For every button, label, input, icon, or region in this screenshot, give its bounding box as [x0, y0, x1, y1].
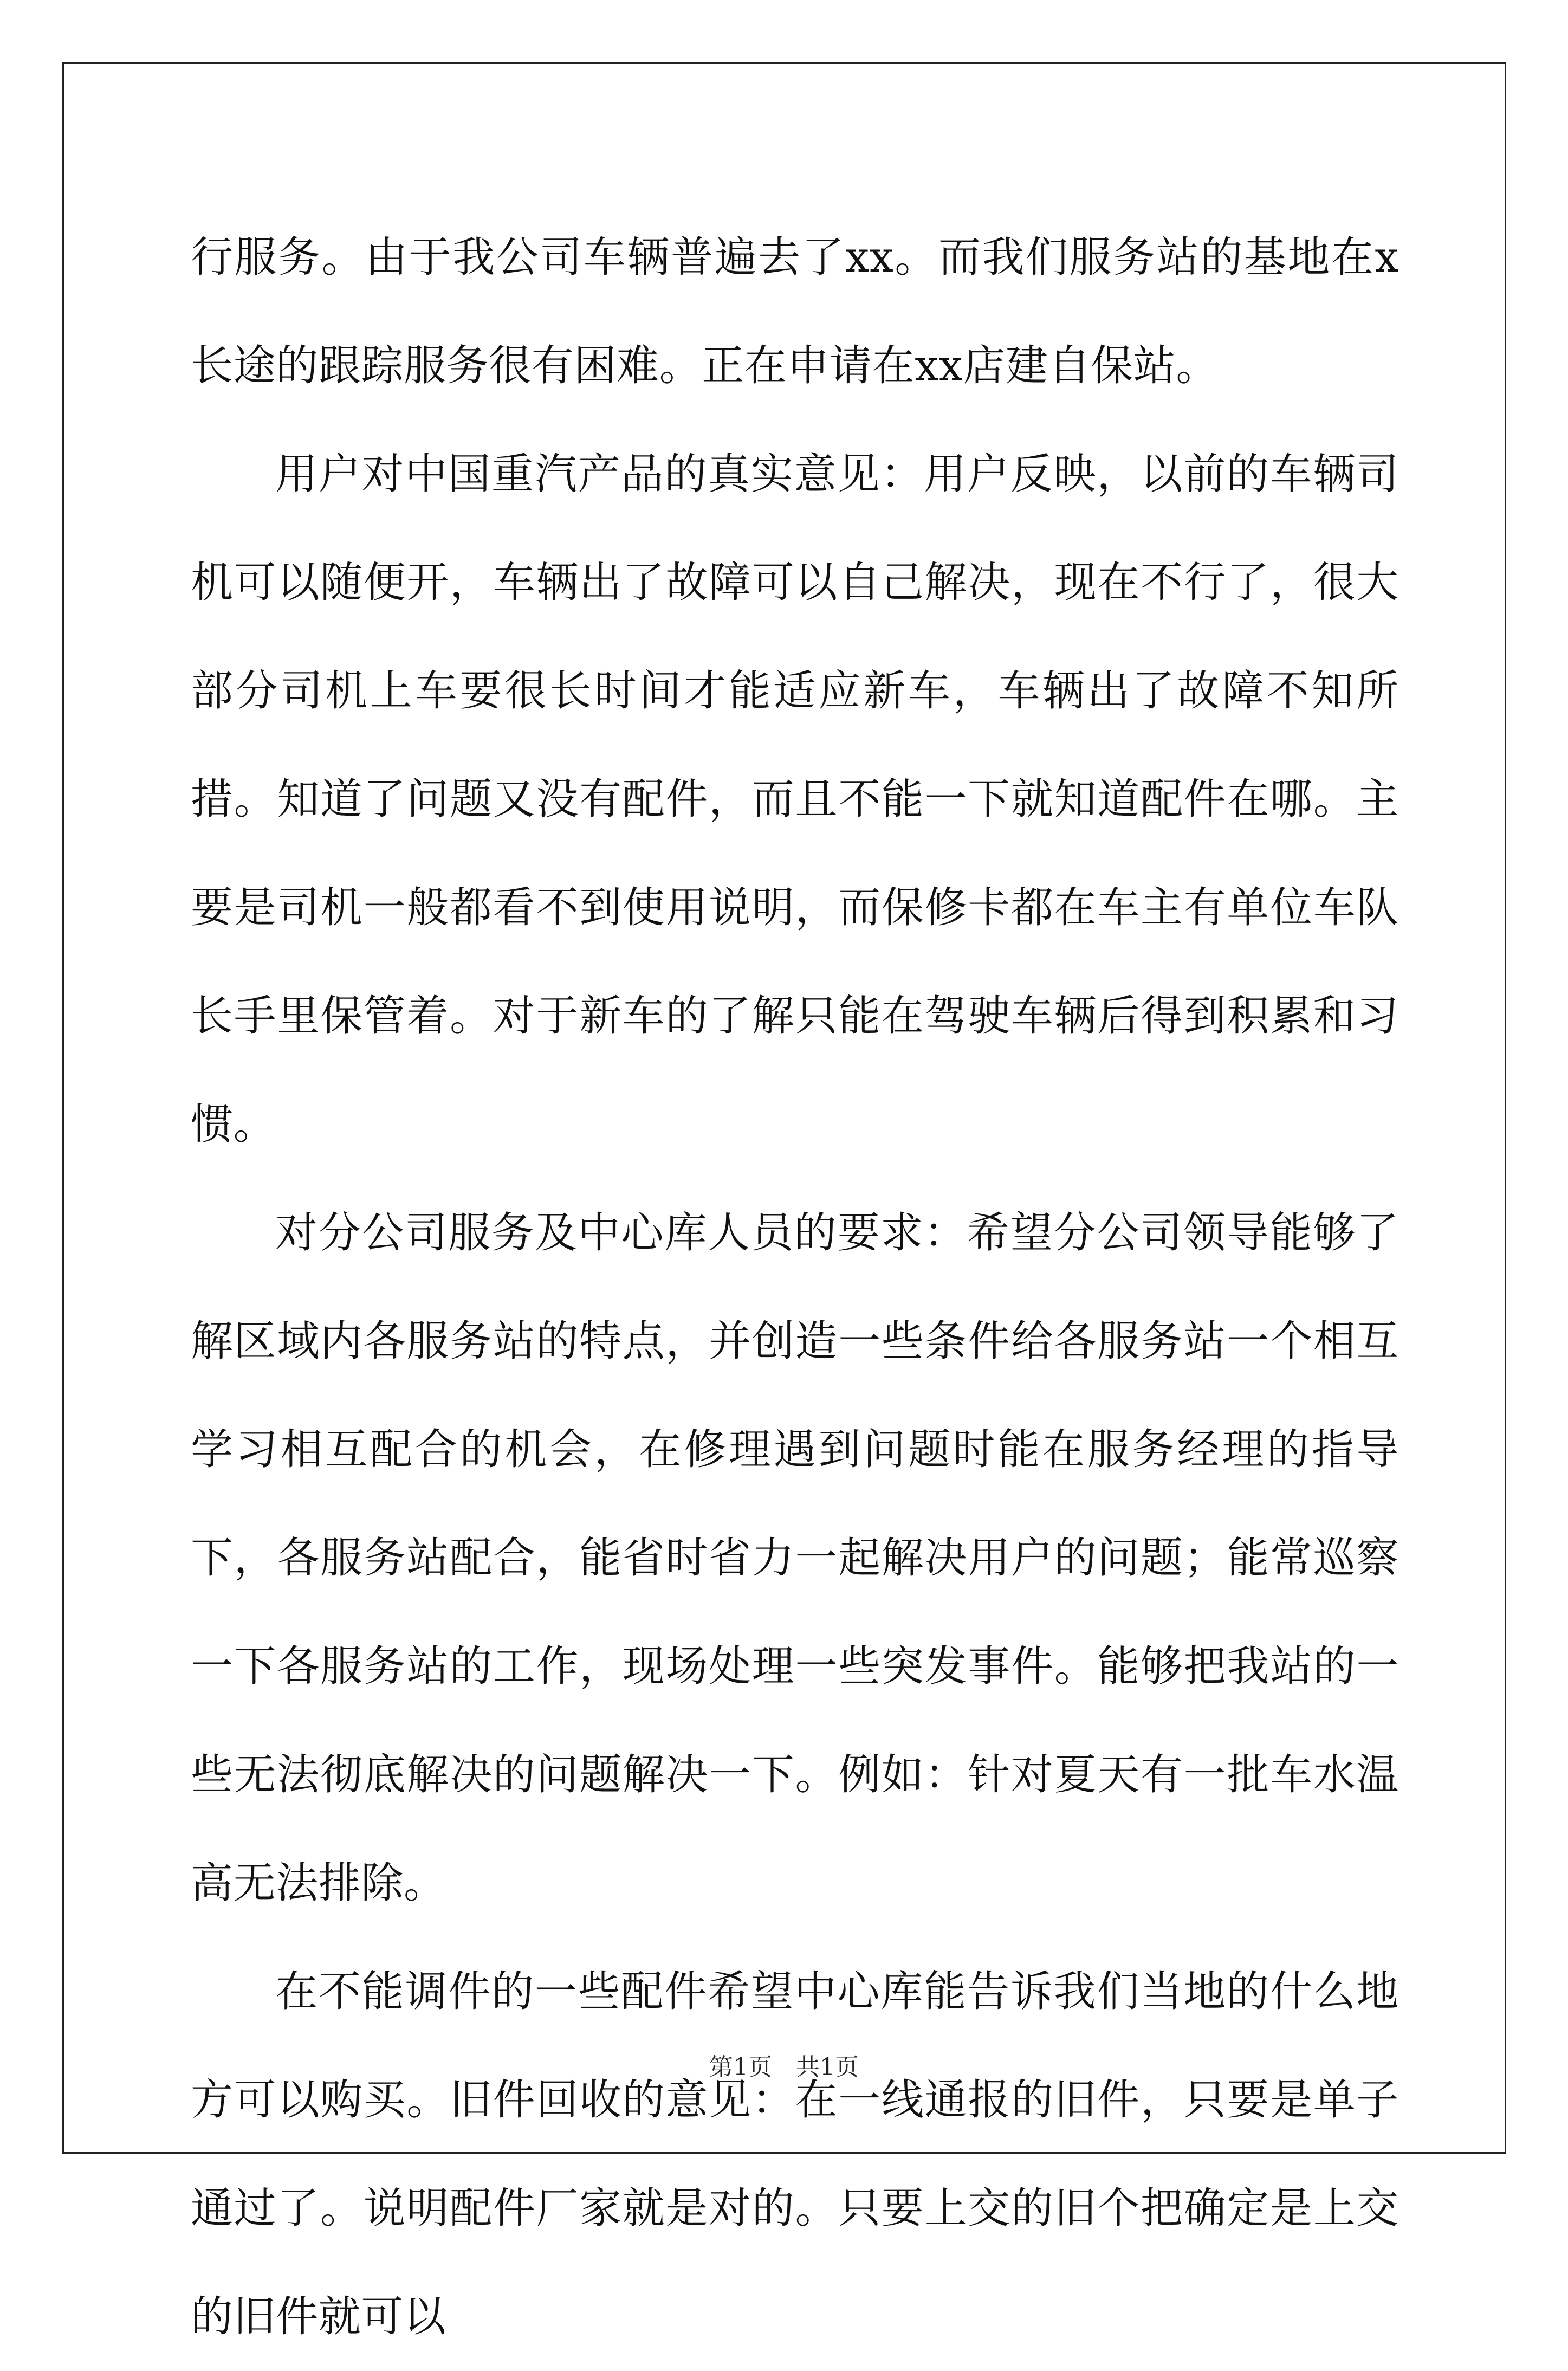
document-body: [191, 203, 1399, 2371]
page-footer: 第1页 共1页: [709, 2053, 859, 2081]
paragraph-3: 对分公司服务及中心库人员的要求：希望分公司领导能够了解区域内各服务站的特点，并创造一些条件给各服务站一个相互学习相互配合的机会，在修理遇到问题时能在服务经理的指导下，各服务站配合，能省时省力一起解决用户的问题；能常巡察一下各服务站的工作，现场处理一些突发事件。能够把我站的一些无法彻底解决的问题解决一下。例如：针对夏天有一批车水温高无法排除。: [191, 1209, 1399, 1908]
paragraph-1: 行服务。由于我公司车辆普遍去了xx。而我们服务站的基地在x长途的跟踪服务很有困难。正在申请在xx店建自保站。: [191, 233, 1399, 390]
paragraph-2: 用户对中国重汽产品的真实意见：用户反映，以前的车辆司机可以随便开，车辆出了故障可以自己解决，现在不行了，很大部分司机上车要很长时间才能适应新车，车辆出了故障不知所措。知道了问题又没有配件，而且不能一下就知道配件在哪。主要是司机一般都看不到使用说明，而保修卡都在车主有单位车队长手里保管着。对于新车的了解只能在驾驶车辆后得到积累和习惯。: [191, 450, 1399, 1149]
paragraph-4: 在不能调件的一些配件希望中心库能告诉我们当地的什么地方可以购买。旧件回收的意见：在一线通报的旧件，只要是单子通过了。说明配件厂家就是对的。只要上交的旧个把确定是上交的旧件就可以: [191, 1967, 1399, 2341]
